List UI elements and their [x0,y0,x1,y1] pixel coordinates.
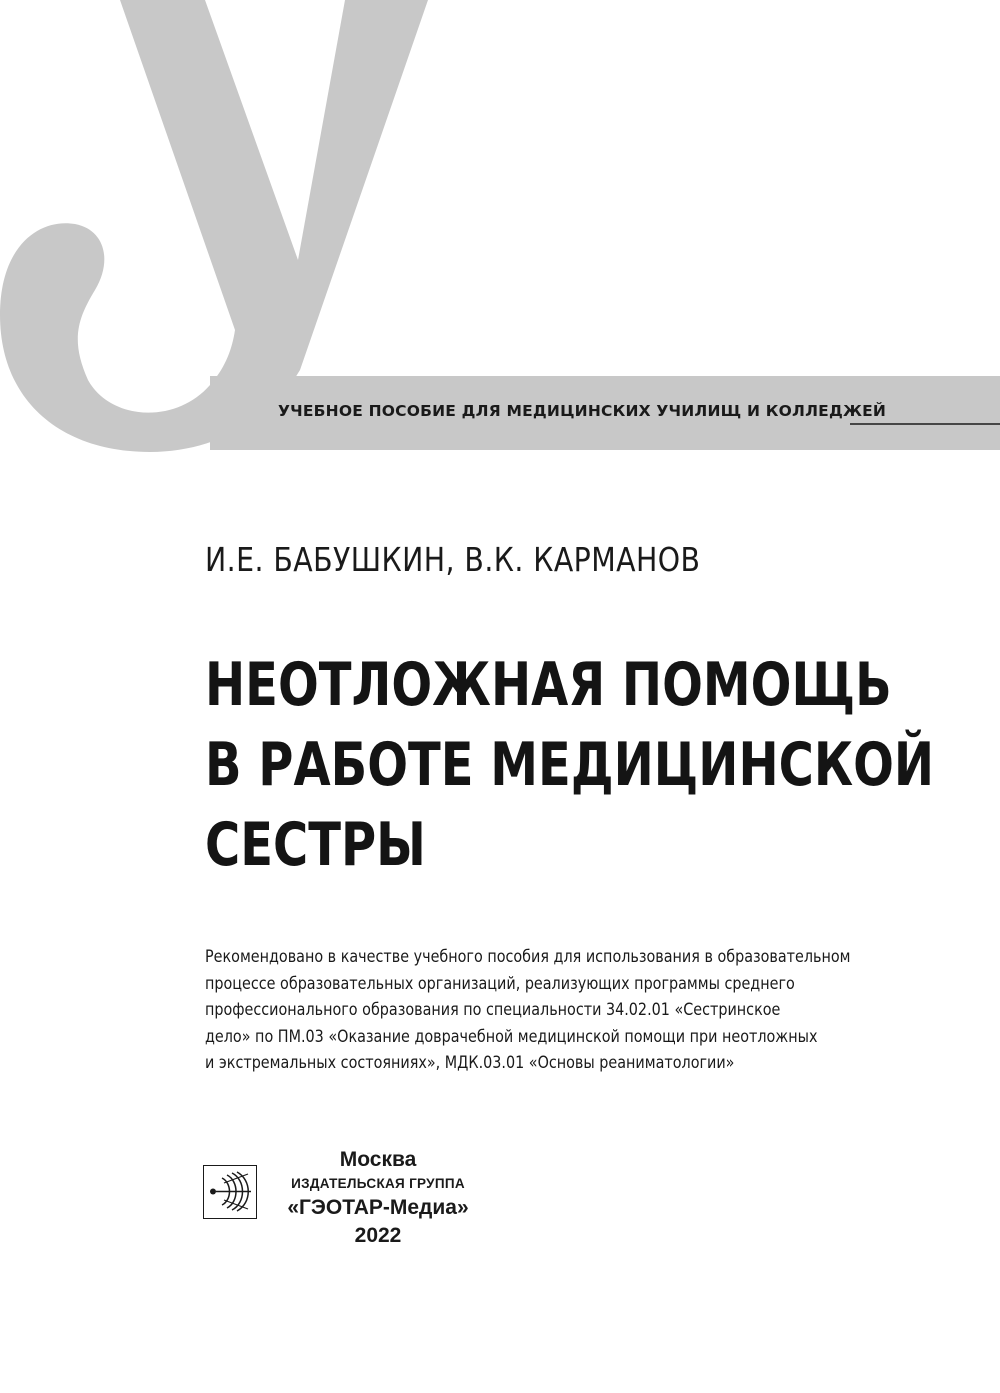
recommendation-line: и экстремальных состояниях», МДК.03.01 «Основы реаниматологии» [205,1053,735,1072]
recommendation-line: дело» по ПМ.03 «Оказание доврачебной медицинской помощи при неотложных [205,1026,818,1046]
geotar-logo-icon [203,1165,257,1219]
series-label: УЧЕБНОЕ ПОСОБИЕ ДЛЯ МЕДИЦИНСКИХ УЧИЛИЩ И КОЛЛЕДЖЕЙ [278,402,887,420]
recommendation-text [205,944,851,1077]
book-authors: И.Е. БАБУШКИН, В.К. КАРМАНОВ [205,540,701,579]
publisher-group: ИЗДАТЕЛЬСКАЯ ГРУППА [291,1176,465,1191]
series-decoration [0,0,1000,460]
publication-year: 2022 [354,1224,402,1247]
book-title [205,645,934,885]
publisher-city: Москва [339,1148,417,1171]
book-title-line-3: СЕСТРЫ [205,810,426,880]
book-title-line-2: В РАБОТЕ МЕДИЦИНСКОЙ [205,730,935,800]
recommendation-line: профессионального образования по специальности 34.02.01 «Сестринское [205,1000,781,1019]
publisher-block [203,1148,493,1248]
recommendation-line: Рекомендовано в качестве учебного пособия для использования в образовательном [205,947,851,966]
recommendation-line: процессе образовательных организаций, реализующих программы среднего [205,973,795,993]
book-title-line-1: НЕОТЛОЖНАЯ ПОМОЩЬ [205,650,892,720]
publisher-name: «ГЭОТАР-Медиа» [287,1196,469,1219]
